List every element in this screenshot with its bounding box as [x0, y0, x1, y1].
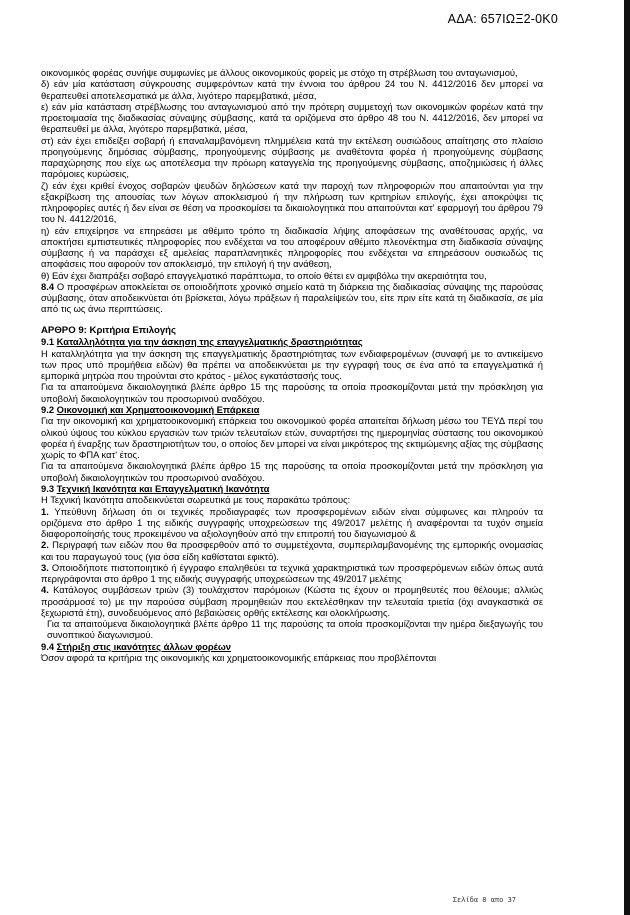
section-9-4-heading: [41, 641, 543, 653]
list-item: [41, 584, 543, 618]
paragraph: Η Τεχνική Ικανότητα αποδεικνύεται σωρευτικά με τους παρακάτω τρόπους:: [41, 494, 351, 506]
section-title: Τεχνική Ικανότητα και Επαγγελματική Ικανότητα: [56, 482, 270, 494]
section-number: 9.3: [41, 482, 55, 494]
list-text: Υπεύθυνη δήλωση ότι οι τεχνικές προδιαγραφές των προσφερομένων ειδών είναι σύμφωνες και πληρούν τα οριζόμενα στο άρθρο 1 της ειδικής συγγραφής υποχρεώσεων της 49/2017 μελέτης ή αναφέρονται τα τυχόν σημεία διαφοροποίησής τους προκειμένου να αξιολογηθούν από την επιτροπή του διαγωνισμού &: [41, 505, 543, 539]
section-title: Στήριξη στις ικανότητες άλλων φορέων: [56, 640, 232, 652]
list-text: Κατάλογος συμβάσεων τριών (3) τουλάχιστον παρόμοιων (Κώστα τις έχουν οι προμηθευτές που θέλουμε; αλλιώς προσάρμοσέ το) με την παρούσα σύμβαση προμηθειών που εκτελέσθηκαν την τελευταία τριετία (όχι αναγκαστικά σε ξεχωριστά έτη), συνοδευόμενος από βεβαιώσεις ορθής εκτέλεσης και ολοκλήρωσης.: [41, 584, 543, 618]
paragraph: στ) εάν έχει επιδείξει σοβαρή ή επαναλαμβανόμενη πλημμέλεια κατά την εκτέλεση ουσιώδους απαίτησης στο πλαίσιο προηγούμενης δημόσιας σύμβασης, προηγούμενης σύμβασης με αναθέτοντα φορέα ή προηγούμενης σύμβασης παραχώρησης που είχε ως αποτέλεσμα την πρόωρη καταγγελία της προηγούμενης σύμβασης, αποζημιώσεις ή άλλες παρόμοιες κυρώσεις,: [41, 134, 543, 180]
page-edge: [624, 0, 630, 915]
ada-number: ΑΔΑ: 657ΙΩΞ2-0Κ0: [447, 12, 558, 26]
list-item: [41, 539, 543, 562]
section-title: Οικονομική και Χρηματοοικονομική Επάρκεια: [56, 403, 260, 415]
section-number: 9.1: [41, 336, 55, 347]
section-9-2-heading: [41, 404, 543, 416]
list-number: 1.: [41, 505, 49, 517]
paragraph: ε) εάν μία κατάσταση στρέβλωσης του ανταγωνισμού από την πρότερη συμμετοχή των οικονομικών φορέων κατά την προετοιμασία της διαδικασίας σύναψης σύμβασης, κατά τα οριζόμενα στο άρθρο 48 του Ν. 4412/2016, δεν μπορεί να θεραπευθεί με άλλα, λιγότερο παρεμβατικά, μέσα,: [41, 100, 543, 135]
paragraph: δ) εάν μία κατάσταση σύγκρουσης συμφερόντων κατά την έννοια του άρθρου 24 του Ν. 4412/2016 δεν μπορεί να θεραπευθεί αποτελεσματικά με άλλα, λιγότερο παρεμβατικά, μέσα,: [41, 78, 543, 101]
section-number: 9.2: [41, 403, 55, 415]
article-9-heading: ΑΡΘΡΟ 9: Κριτήρια Επιλογής: [41, 324, 177, 336]
document-body: [41, 67, 543, 663]
list-item: [41, 562, 543, 585]
paragraph-8-4: [41, 281, 543, 315]
paragraph: Για τα απαιτούμενα δικαιολογητικά βλέπε άρθρο 15 της παρούσης τα οποία προσκομίζονται μετά την πρόσκληση για υποβολή δικαιολογητικών του προσωρινού αναδόχου.: [41, 381, 543, 404]
section-9-3-heading: [41, 483, 543, 495]
paragraph: Για τα απαιτούμενα δικαιολογητικά βλέπε άρθρο 11 της παρούσης τα οποία προσκομίζονται την ημέρα διεξαγωγής του συνοπτικού διαγωνισμού.: [47, 618, 543, 641]
paragraph: Η καταλληλότητα για την άσκηση της επαγγελματικής δραστηριότητας των ενδιαφερομένων (συναφή με το αντικείμενο των προς υπό προμήθεια ειδών) θα πρέπει να αποδεικνύεται με την εγγραφή τους σε ένα από τα επαγγελματικά ή εμπορικά μητρώα που τηρούνται στο κράτος - μέλος εγκατάστασής τους.: [41, 347, 543, 381]
list-number: 3.: [41, 561, 49, 573]
paragraph: ζ) εάν έχει κριθεί ένοχος σοβαρών ψευδών δηλώσεων κατά την παροχή των πληροφοριών που απαιτούνται για την εξακρίβωση της απουσίας των λόγων αποκλεισμού ή την πλήρωση των κριτηρίων επιλογής, έχει αποκρύψει τις πληροφορίες αυτές ή δεν είναι σε θέση να προσκομίσει τα δικαιολογητικά που απαιτούνται κατ' εφαρμογή του άρθρου 79 του Ν. 4412/2016,: [41, 179, 543, 225]
section-title: Καταλληλότητα για την άσκηση της επαγγελματικής δραστηριότητας: [56, 336, 363, 347]
paragraph: οικονομικός φορέας συνήψε συμφωνίες με άλλους οικονομικούς φορείς με στόχο τη στρέβλωση του ανταγωνισμού,: [41, 67, 518, 78]
list-number: 2.: [41, 539, 49, 551]
list-number: 4.: [41, 584, 49, 596]
section-9-1-heading: [41, 336, 543, 348]
section-number: 8.4: [41, 280, 55, 292]
paragraph: Για την οικονομική και χρηματοοικονομική επάρκεια του οικονομικού φορέα απαιτείται δήλωση μέσω του ΤΕΥΔ περί του ολικού ύψους του κύκλου εργασιών των τριών τελευταίων ετών, συναρτήσει της ημερομηνίας σύστασης του οικονομικού φορέα ή έναρξης των δραστηριοτήτων του, ο οποίος δεν μπορεί να είναι μικρότερος της εκτιμώμενης αξίας της σύμβασης χωρίς το ΦΠΑ κατ' έτος.: [41, 415, 543, 460]
paragraph: Όσον αφορά τα κριτήρια της οικονομικής και χρηματοοικονομικής επάρκειας που προβλέπονται: [41, 652, 437, 663]
paragraph: η) εάν επιχείρησε να επηρεάσει με αθέμιτο τρόπο τη διαδικασία λήψης αποφάσεων της αναθέτουσας αρχής, να αποκτήσει εμπιστευτικές πληροφορίες που ενδέχεται να του αποφέρουν αθέμιτο πλεονέκτημα στη διαδικασία σύναψης σύμβασης ή να παράσχει εξ αμελείας παραπλανητικές πληροφορίες που ενδέχεται να επηρεάσουν ουσιωδώς τις αποφάσεις που αφορούν τον αποκλεισμό, την επιλογή ή την ανάθεση,: [41, 224, 543, 270]
paragraph: θ) Εάν έχει διαπράξει σοβαρό επαγγελματικό παράπτωμα, το οποίο θέτει εν αμφιβόλω την ακεραιότητα του,: [41, 269, 487, 281]
page-number: Σελίδα 8 απο 37: [452, 896, 516, 904]
list-text: Οποιοδήποτε πιστοποιητικό ή έγγραφο επαληθεύει τα τεχνικά χαρακτηριστικά των προσφερόμενων ειδών όπως αυτά περιγράφονται στο άρθρο 1 της ειδικής συγγραφής υποχρεώσεων της 49/2017 μελέτης: [41, 561, 543, 584]
section-number: 9.4: [41, 640, 55, 652]
list-text: Περιγραφή των ειδών που θα προσφερθούν από το συμμετέχοντα, συμπεριλαμβανομένης της εμπορικής ονομασίας και του παραγωγού τους (για όσα είδη καθίσταται εφικτό).: [41, 539, 543, 562]
paragraph-text: Ο προσφέρων αποκλείεται σε οποιοδήποτε χρονικό σημείο κατά τη διάρκεια της διαδικασίας σύναψης της παρούσας σύμβασης, όταν αποδεικνύεται ότι βρίσκεται, λόγω πράξεων ή παραλείψεών του, είτε πριν είτε κατά τη διαδικασία, σε μία από τις ως άνω περιπτώσεις.: [41, 280, 543, 315]
list-item: [41, 506, 543, 540]
paragraph: Για τα απαιτούμενα δικαιολογητικά βλέπε άρθρο 15 της παρούσης τα οποία προσκομίζονται μετά την πρόσκληση για υποβολή δικαιολογητικών του προσωρινού αναδόχου.: [41, 460, 543, 483]
